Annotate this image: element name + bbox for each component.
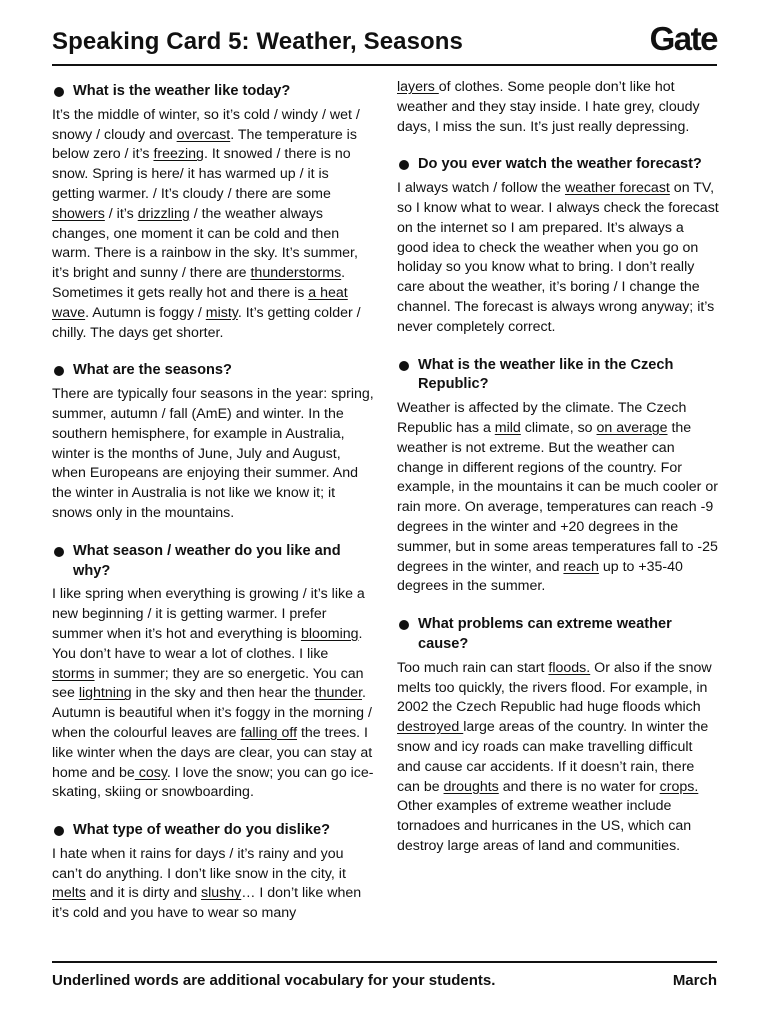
footer-month: March: [672, 972, 717, 989]
right-column: [397, 78, 719, 875]
vocabulary-word: droughts: [443, 778, 499, 795]
vocabulary-word: melts: [52, 885, 86, 902]
answer-fragment: … I don’t like when it’s cold and you have to wear so many: [52, 885, 362, 922]
answer-fragment: and it is dirty and: [85, 885, 202, 902]
answer-fragment: . It snowed / there is no snow. Spring is here/ it has warmed up / it is getting warmer. / It’s cloudy / there are some: [52, 146, 351, 202]
vocabulary-word: lightning: [78, 685, 132, 702]
answer-fragment: on TV, so I know what to wear. I always check the forecast on the internet so I am prepared. It’s always a good idea to check the weather when you go on holiday so you know what to bring. I don’t really care about the weather, it’s boring / I change the channel. The forecast is always wrong anyway; it’s never completely correct.: [397, 180, 719, 335]
answer-fragment: Too much rain can start: [397, 659, 549, 676]
answer-fragment: . Autumn is beautiful when it’s foggy in the morning / when the colourful leaves are: [52, 685, 372, 741]
question-text: What is the weather like today?: [73, 83, 291, 99]
answer-text: [52, 106, 374, 344]
vocabulary-word: misty: [205, 304, 238, 321]
left-column: [52, 82, 374, 942]
section-extreme-weather: [397, 615, 719, 857]
question-heading: [52, 82, 374, 102]
vocabulary-word: falling off: [240, 724, 298, 741]
answer-fragment: I hate when it rains for days / it’s rainy and you can’t do anything. I don’t like snow in the city, it: [52, 845, 346, 882]
question-text: What are the seasons?: [73, 362, 232, 379]
answer-fragment: It’s the middle of winter, so it’s cold / windy / wet / snowy / cloudy and: [52, 106, 360, 143]
footer-note: Underlined words are additional vocabulary for your students.: [52, 972, 496, 989]
question-text: What type of weather do you dislike?: [73, 822, 331, 839]
page-header: [52, 22, 717, 66]
page-title: Speaking Card 5: Weather, Seasons: [52, 28, 464, 55]
bullet-icon: [399, 620, 409, 630]
question-text: What season / weather do you like and why?: [73, 542, 341, 579]
section-czech-weather: [397, 356, 719, 598]
section-weather-today: [52, 82, 374, 343]
vocabulary-word: thunder: [314, 685, 363, 702]
bullet-icon: [399, 160, 409, 170]
answer-fragment: up to +35-40 degrees in the summer.: [397, 558, 683, 595]
vocabulary-word: on average: [596, 419, 668, 436]
answer-fragment: Weather is affected by the climate. The Czech Republic has a: [397, 400, 687, 436]
bullet-icon: [54, 366, 64, 376]
page-footer: [52, 972, 717, 989]
answer-fragment: in summer; they are so energetic. You can see: [52, 665, 364, 702]
answer-fragment: There are typically four seasons in the year: spring, summer, autumn / fall (AmE) and winter. In the southern hemisphere, for example in Australia, winter is the months of June, July and August, when Europeans are enjoying their summer. And the winter in Australia is not like we know it; it snows only in the mountains.: [52, 386, 374, 521]
question-text: What problems can extreme weather cause?: [418, 616, 672, 652]
vocabulary-word: reach: [563, 558, 599, 575]
question-heading: [397, 356, 719, 396]
vocabulary-word: mild: [494, 419, 521, 436]
section-disliked-weather: [52, 821, 374, 924]
question-heading: [397, 155, 719, 175]
answer-fragment: . It’s getting colder / chilly. The days get shorter.: [52, 304, 361, 341]
section-weather-forecast: [397, 155, 719, 337]
answer-fragment: . The temperature is below zero / it’s: [52, 126, 357, 163]
answer-fragment: . I love the snow; you can go ice-skating, skiing or snowboarding.: [52, 764, 374, 801]
question-text: Do you ever watch the weather forecast?: [418, 156, 702, 173]
answer-fragment: Or also if the snow melts too quickly, the rivers flood. For example, in 2002 the Czech Republic had huge floods which: [397, 659, 712, 716]
answer-fragment: I always watch / follow the: [397, 180, 565, 197]
footer-divider: [52, 961, 717, 963]
answer-fragment: . Autumn is foggy /: [85, 304, 206, 321]
answer-fragment: / it’s: [104, 205, 138, 222]
section-favourite-weather: [52, 542, 374, 803]
vocabulary-word: overcast: [176, 126, 231, 143]
vocabulary-word: freezing: [153, 146, 204, 163]
vocabulary-word: cosy: [134, 764, 167, 781]
vocabulary-word: slushy: [201, 885, 242, 902]
bullet-icon: [399, 361, 409, 371]
vocabulary-word: drizzling: [137, 205, 190, 222]
vocabulary-word: weather forecast: [564, 180, 670, 197]
answer-text: [52, 845, 374, 924]
answer-fragment: the weather is not extreme. But the weather can change in different regions of the country. For example, in the mountains it can be much cooler or rain more. On average, temperatures can reach -9 degrees in the winter and +20 degrees in the summer, but in some areas temperatures fall to -25 degrees in the winter, and: [397, 419, 718, 575]
answer-fragment: . Sometimes it gets really hot and there is: [52, 265, 346, 301]
vocabulary-word: a heat wave: [52, 284, 348, 321]
answer-text-continued: [397, 78, 719, 137]
vocabulary-word: storms: [52, 665, 95, 682]
answer-fragment: in the sky and then hear the: [131, 685, 315, 702]
vocabulary-word: layers: [397, 79, 439, 95]
question-heading: [52, 361, 374, 381]
vocabulary-word: destroyed: [397, 719, 464, 736]
header-divider: [52, 64, 717, 66]
gate-logo: Gate: [649, 20, 717, 57]
vocabulary-word: floods.: [548, 659, 591, 676]
question-heading: [52, 542, 374, 582]
question-heading: [52, 821, 374, 841]
answer-fragment: large areas of the country. In winter the snow and icy roads can make travelling difficult and cause car accidents. If it doesn’t rain, there can be: [397, 719, 709, 795]
section-seasons: [52, 361, 374, 523]
bullet-icon: [54, 826, 64, 836]
answer-text: [397, 399, 719, 597]
question-heading: [397, 615, 719, 655]
answer-fragment: Other examples of extreme weather include tornadoes and hurricanes in the US, which can destroy large areas of land and communities.: [397, 798, 692, 854]
answer-fragment: . You don’t have to wear a lot of clothes. I like: [52, 625, 363, 662]
answer-fragment: I like spring when everything is growing / it’s like a new beginning / it is getting warmer. I prefer summer when it’s hot and everything is: [52, 586, 365, 642]
bullet-icon: [54, 87, 64, 97]
answer-fragment: of clothes. Some people don’t like hot weather and they stay inside. I hate grey, cloudy days, I miss the sun. It’s just really depressing.: [397, 79, 700, 135]
vocabulary-word: thunderstorms: [250, 265, 342, 282]
answer-text: [52, 585, 374, 803]
question-text: What is the weather like in the Czech Republic?: [418, 356, 674, 393]
vocabulary-word: blooming: [300, 625, 359, 642]
bullet-icon: [54, 547, 64, 557]
answer-fragment: the trees. I like winter when the days are clear, you can stay at home and be: [52, 724, 373, 781]
vocabulary-word: showers: [52, 205, 105, 222]
vocabulary-word: crops.: [659, 778, 699, 795]
answer-fragment: and there is no water for: [498, 778, 660, 795]
answer-text: [52, 385, 374, 524]
answer-fragment: / the weather always changes, one moment it can be cold and then warm. There is a rainbow in the sky. It’s summer, it’s bright and sunny / there are: [52, 205, 358, 282]
answer-text: [397, 179, 719, 337]
answer-text: [397, 659, 719, 857]
answer-fragment: climate, so: [520, 419, 597, 436]
